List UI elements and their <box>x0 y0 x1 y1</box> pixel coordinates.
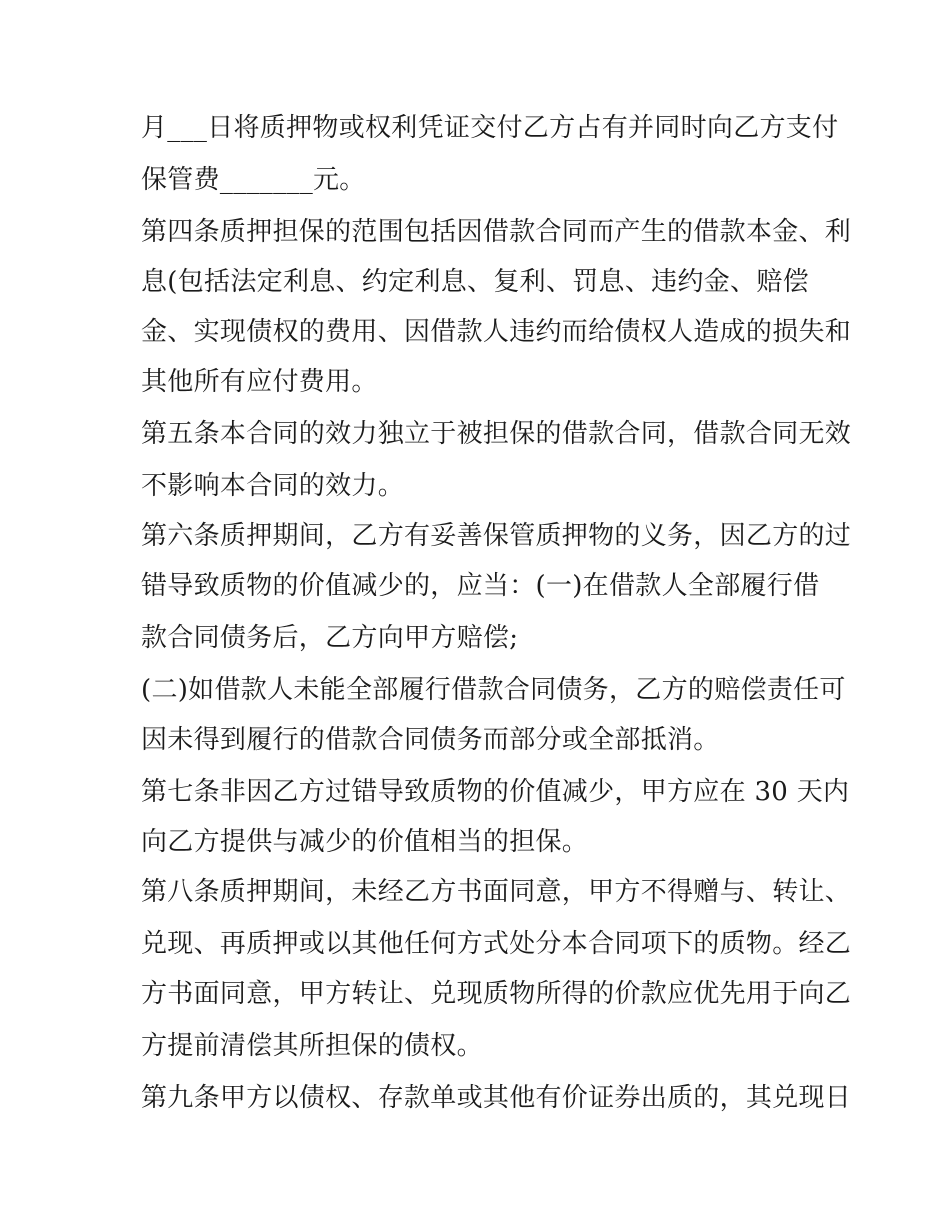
text-line: 错导致质物的价值减少的，应当：(一)在借款人全部履行借 <box>141 571 820 601</box>
text-line: 第七条非因乙方过错导致质物的价值减少，甲方应在 30 天内 <box>141 777 850 807</box>
text-line: 款合同债务后，乙方向甲方赔偿; <box>141 623 519 653</box>
text-line: 第五条本合同的效力独立于被担保的借款合同，借款合同无效 <box>141 419 852 449</box>
text-line: 向乙方提供与减少的价值相当的担保。 <box>141 827 589 857</box>
text-line: 第四条质押担保的范围包括因借款合同而产生的借款本金、利 <box>141 217 852 247</box>
text-line: 第六条质押期间，乙方有妥善保管质押物的义务，因乙方的过 <box>141 521 852 551</box>
text-line: 金、实现债权的费用、因借款人违约而给债权人造成的损失和 <box>141 317 852 347</box>
text-line: (二)如借款人未能全部履行借款合同债务，乙方的赔偿责任可 <box>141 675 846 705</box>
text-line: 兑现、再质押或以其他任何方式处分本合同项下的质物。经乙 <box>141 929 852 959</box>
text-line: 息(包括法定利息、约定利息、复利、罚息、违约金、赔偿 <box>141 267 809 297</box>
text-line: 保管费_______元。 <box>141 165 366 195</box>
text-line: 其他所有应付费用。 <box>141 367 378 397</box>
text-line: 不影响本合同的效力。 <box>141 471 405 501</box>
text-line: 第八条质押期间，未经乙方书面同意，甲方不得赠与、转让、 <box>141 877 852 907</box>
text-line: 方提前清偿其所担保的债权。 <box>141 1031 483 1061</box>
text-line: 因未得到履行的借款合同债务而部分或全部抵消。 <box>141 725 720 755</box>
text-line: 月___日将质押物或权利凭证交付乙方占有并同时向乙方支付 <box>141 113 839 143</box>
text-line: 第九条甲方以债权、存款单或其他有价证券出质的，其兑现日 <box>141 1083 852 1113</box>
text-line: 方书面同意，甲方转让、兑现质物所得的价款应优先用于向乙 <box>141 979 852 1009</box>
